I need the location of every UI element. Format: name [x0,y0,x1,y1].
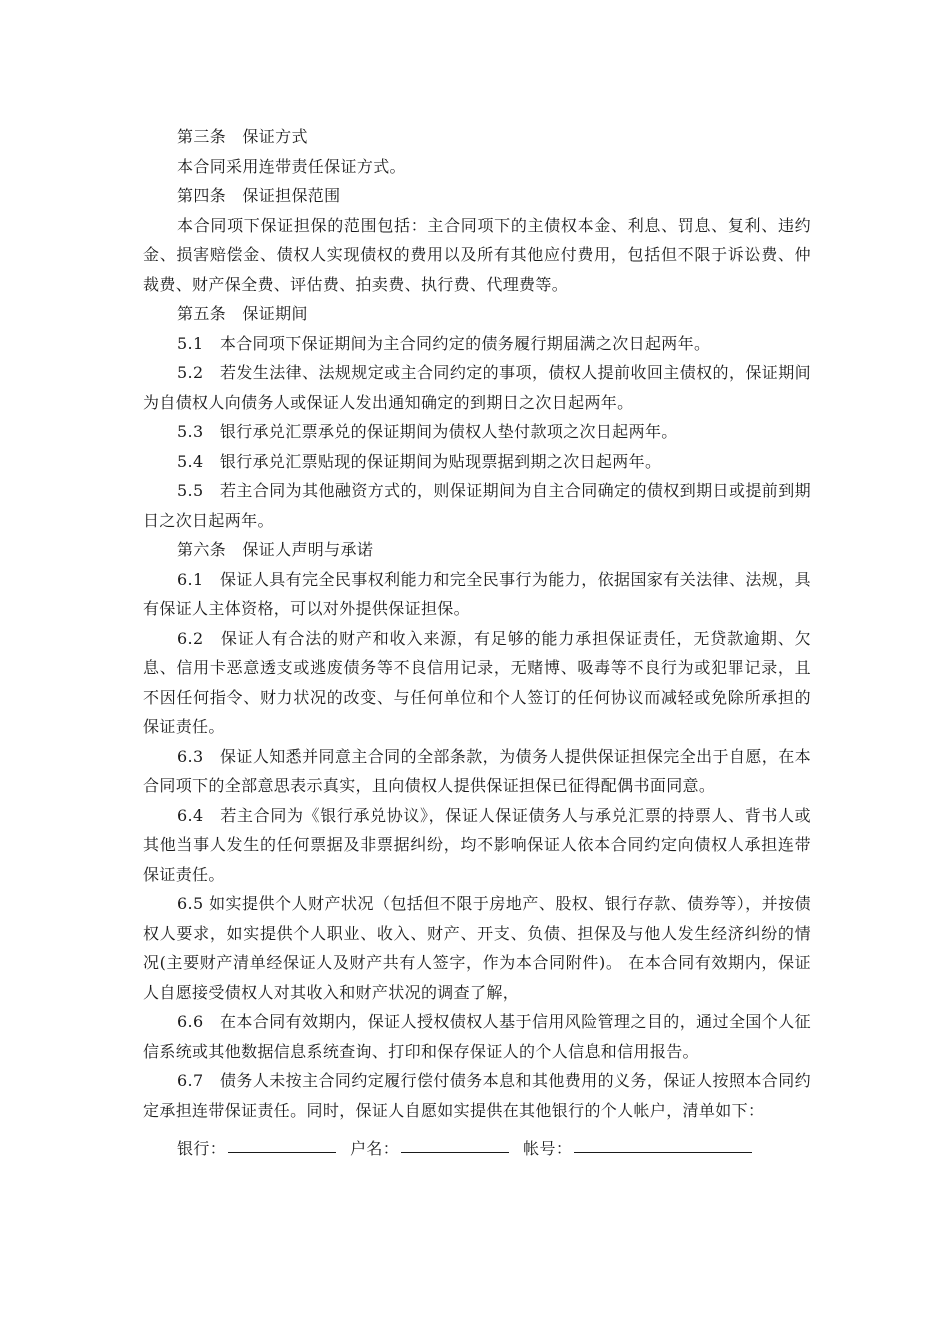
article-4-heading: 第四条 保证担保范围 [177,186,341,205]
bank-field[interactable] [228,1132,336,1153]
clause-6-4: 6.4 若主合同为《银行承兑协议》，保证人保证债务人与承兑汇票的持票人、背书人或其他当事人发生的任何票据及非票据纠纷，均不影响保证人依本合同约定向债权人承担连带保证责任。 [143,805,811,884]
article-6-heading: 第六条 保证人声明与承诺 [177,540,374,559]
account-number-label: 帐号： [523,1139,573,1158]
clause-6-7: 6.7 债务人未按主合同约定履行偿付债务本息和其他费用的义务，保证人按照本合同约定承担连带保证责任。同时，保证人自愿如实提供在其他银行的个人帐户，清单如下： [143,1071,811,1120]
clause-6-1: 6.1 保证人具有完全民事权利能力和完全民事行为能力，依据国家有关法律、法规，具有保证人主体资格，可以对外提供保证担保。 [143,569,811,618]
clause-5-4: 5.4 银行承兑汇票贴现的保证期间为贴现票据到期之次日起两年。 [177,451,662,471]
clause-5-1: 5.1 本合同项下保证期间为主合同约定的债务履行期届满之次日起两年。 [177,333,711,353]
article-4-body: 本合同项下保证担保的范围包括：主合同项下的主债权本金、利息、罚息、复利、违约金、损害赔偿金、债权人实现债权的费用以及所有其他应付费用，包括但不限于诉讼费、仲裁费、财产保全费、评估费、拍卖费、执行费、代理费等。 [143,215,811,294]
account-number-field[interactable] [574,1132,752,1153]
clause-5-2: 5.2 若发生法律、法规规定或主合同约定的事项，债权人提前收回主债权的，保证期间为自债权人向债务人或保证人发出通知确定的到期日之次日起两年。 [143,363,811,412]
document-page [143,122,811,1159]
account-name-label: 户名： [350,1139,400,1158]
clause-5-5: 5.5 若主合同为其他融资方式的，则保证期间为自主合同确定的债权到期日或提前到期日之次日起两年。 [143,481,811,530]
article-3-heading: 第三条 保证方式 [177,127,308,146]
clause-5-3: 5.3 银行承兑汇票承兑的保证期间为债权人垫付款项之次日起两年。 [177,422,678,441]
bank-label: 银行： [177,1139,227,1158]
account-name-field[interactable] [401,1132,509,1153]
clause-6-6: 6.6 在本合同有效期内，保证人授权债权人基于信用风险管理之目的，通过全国个人征信系统或其他数据信息系统查询、打印和保存保证人的个人信息和信用报告。 [143,1012,811,1061]
clause-6-2: 6.2 保证人有合法的财产和收入来源，有足够的能力承担保证责任，无贷款逾期、欠息、信用卡恶意透支或逃废债务等不良信用记录，无赌博、吸毒等不良行为或犯罪记录，且不因任何指令、财力状况的改变、与任何单位和个人签订的任何协议而减轻或免除所承担的保证责任。 [143,628,811,736]
clause-6-3: 6.3 保证人知悉并同意主合同的全部条款，为债务人提供保证担保完全出于自愿，在本合同项下的全部意思表示真实，且向债权人提供保证担保已征得配偶书面同意。 [143,746,811,795]
account-form [143,1125,811,1159]
article-5-heading: 第五条 保证期间 [177,304,308,323]
article-3-body: 本合同采用连带责任保证方式。 [177,156,406,176]
clause-6-5: 6.5 如实提供个人财产状况（包括但不限于房地产、股权、银行存款、债券等），并按债权人要求，如实提供个人职业、收入、财产、开支、负债、担保及与他人发生经济纠纷的情况(主要财产清单经保证人及财产共有人签字，作为本合同附件)。 在本合同有效期内，保证人自愿接受债权人对其收入和财产状况的调查了解， [143,894,811,1002]
